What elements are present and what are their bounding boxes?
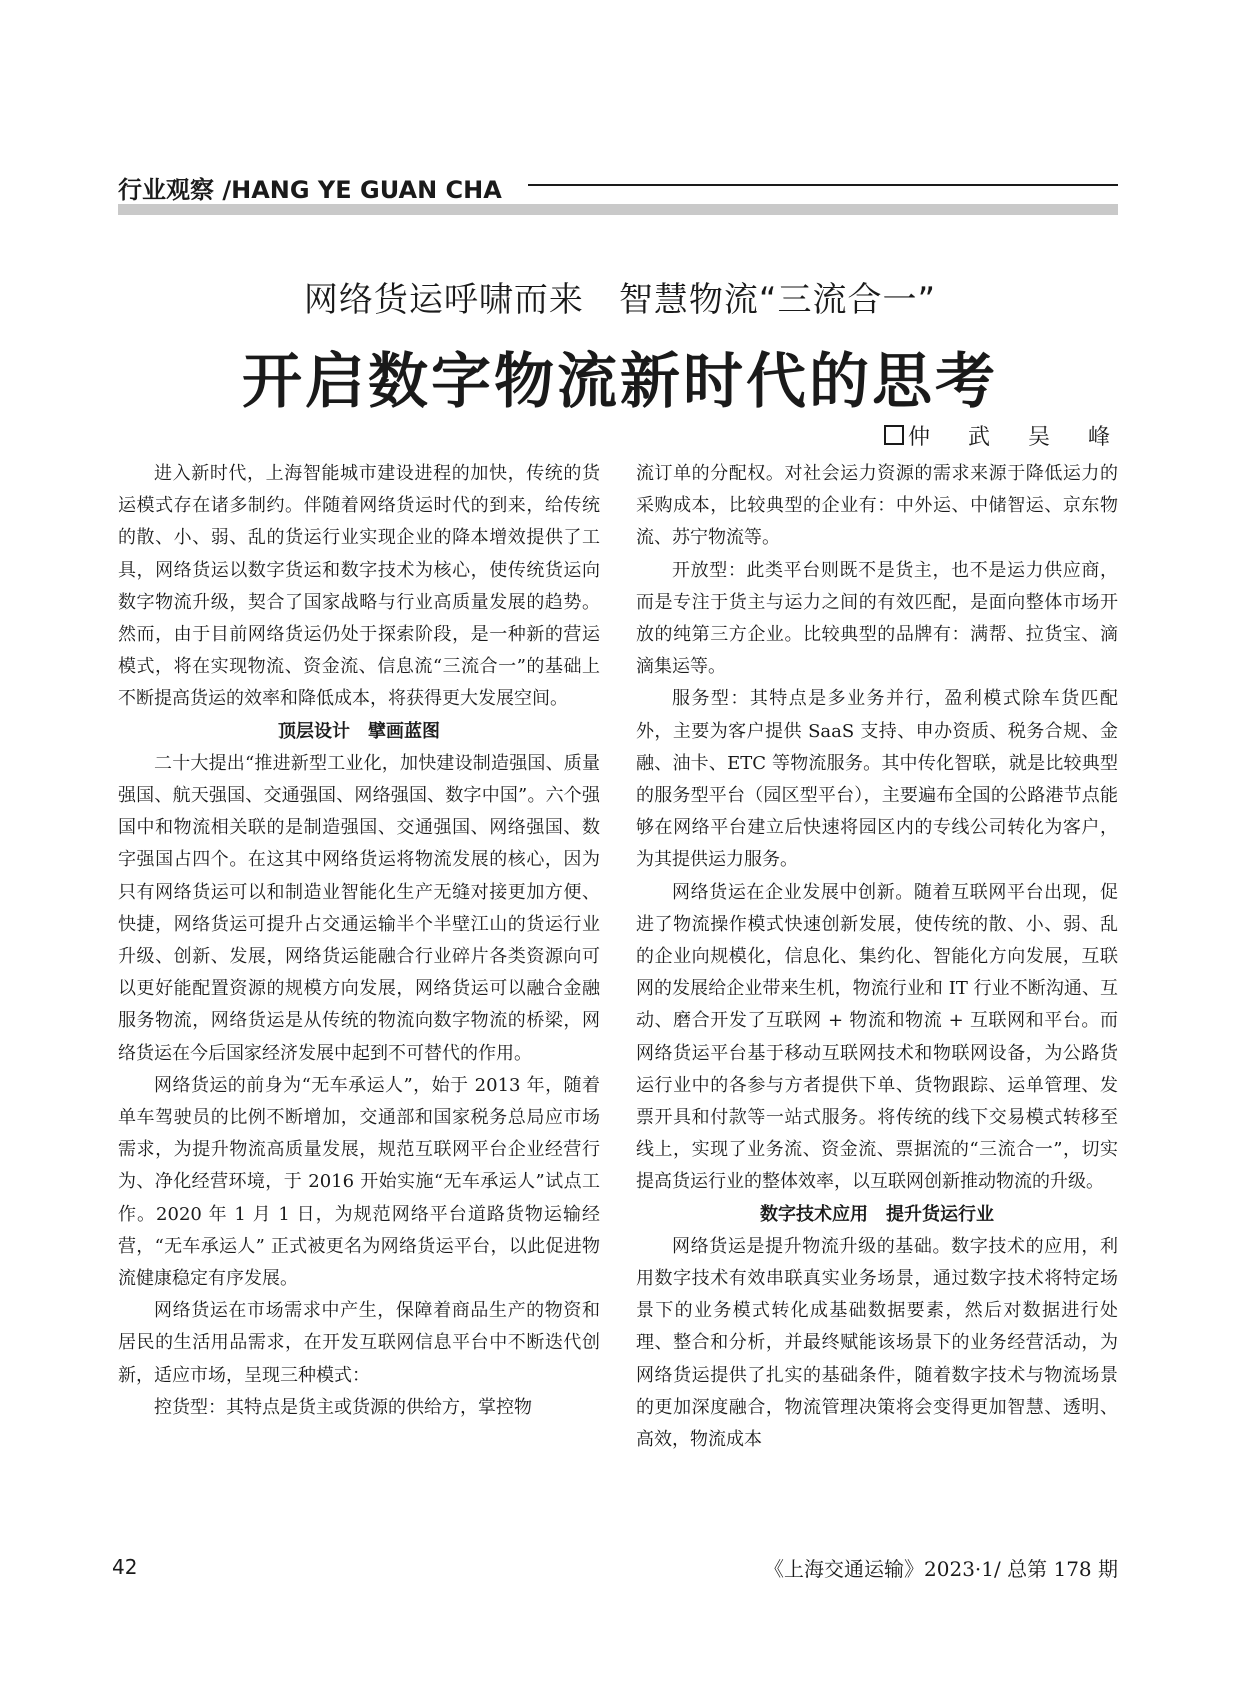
header-divider-line <box>528 184 1118 186</box>
author-names: 仲 武 吴 峰 <box>907 425 1118 450</box>
journal-citation: 《上海交通运输》2023·1/ 总第 178 期 <box>764 1557 1118 1581</box>
paragraph-continued: 流订单的分配权。对社会运力资源的需求来源于降低运力的采购成本，比较典型的企业有：中外运、中储智运、京东物流、苏宁物流等。 <box>636 463 1118 549</box>
page-number: 42 <box>112 1555 138 1579</box>
paragraph: 开放型：此类平台则既不是货主，也不是运力供应商，而是专注于货主与运力之间的有效匹配，是面向整体市场开放的纯第三方企业。比较典型的品牌有：满帮、拉货宝、滴滴集运等。 <box>636 559 1118 678</box>
paragraph: 进入新时代，上海智能城市建设进程的加快，传统的货运模式存在诸多制约。伴随着网络货运时代的到来，给传统的散、小、弱、乱的货运行业实现企业的降本增效提供了工具，网络货运以数字货运和数字技术为核心，使传统货运向数字物流升级，契合了国家战略与行业高质量发展的趋势。然而，由于目前网络货运仍处于探索阶段，是一种新的营运模式，将在实现物流、资金流、信息流“三流合一”的基础上不断提高货运的效率和降低成本，将获得更大发展空间。 <box>118 463 600 710</box>
paragraph: 网络货运在市场需求中产生，保障着商品生产的物资和居民的生活用品需求，在开发互联网信息平台中不断迭代创新，适应市场，呈现三种模式： <box>118 1300 600 1386</box>
paragraph: 网络货运的前身为“无车承运人”，始于 2013 年，随着单车驾驶员的比例不断增加，交通部和国家税务总局应市场需求，为提升物流高质量发展，规范互联网平台企业经营行为、净化经营环境，于 2016 开始实施“无车承运人”试点工作。2020 年 1 月 1 日，为规范网络平台道路货物运输经营，“无车承运人” 正式被更名为网络货运平台，以此促进物流健康稳定有序发展。 <box>118 1074 600 1290</box>
section-heading: 数字技术应用 提升货运行业 <box>760 1203 994 1225</box>
article-subtitle: 网络货运呼啸而来 智慧物流“三流合一” <box>303 280 937 320</box>
paragraph: 网络货运在企业发展中创新。随着互联网平台出现，促进了物流操作模式快速创新发展，使传统的散、小、弱、乱的企业向规模化，信息化、集约化、智能化方向发展，互联网的发展给企业带来生机，物流行业和 IT 行业不断沟通、互动、磨合开发了互联网 + 物流和物流 + 互联网和平台。而网络货运平台基于移动互联网技术和物联网设备，为公路货运行业中的各参与方者提供下单、货物跟踪、运单管理、发票开具和付款等一站式服务。将传统的线下交易模式转移至线上，实现了业务流、资金流、票据流的“三流合一”，切实提高货运行业的整体效率，以互联网创新推动物流的升级。 <box>636 881 1118 1193</box>
paragraph: 服务型：其特点是多业务并行，盈利模式除车货匹配外，主要为客户提供 SaaS 支持、申办资质、税务合规、金融、油卡、ETC 等物流服务。其中传化智联，就是比较典型的服务型平台（园区型平台），主要遍布全国的公路港节点能够在网络平台建立后快速将园区内的专线公司转化为客户，为其提供运力服务。 <box>636 688 1118 871</box>
paragraph: 二十大提出“推进新型工业化，加快建设制造强国、质量强国、航天强国、交通强国、网络强国、数字中国”。六个强国中和物流相关联的是制造强国、交通强国、网络强国、数字强国占四个。在这其中网络货运将物流发展的核心，因为只有网络货运可以和制造业智能化生产无缝对接更加方便、快捷，网络货运可提升占交通运输半个半壁江山的货运行业升级、创新、发展，网络货运能融合行业碎片各类资源向可以更好能配置资源的规模方向发展，网络货运可以融合金融服务物流，网络货运是从传统的物流向数字物流的桥梁，网络货运在今后国家经济发展中起到不可替代的作用。 <box>118 752 600 1064</box>
header-gray-rule <box>118 204 1118 215</box>
article-author <box>884 420 1118 451</box>
paragraph: 网络货运是提升物流升级的基础。数字技术的应用，利用数字技术有效串联真实业务场景，通过数字技术将特定场景下的业务模式转化成基础数据要素，然后对数据进行处理、整合和分析，并最终赋能该场景下的业务经营活动，为网络货运提供了扎实的基础条件，随着数字技术与物流场景的更加深度融合，物流管理决策将会变得更加智慧、透明、高效，物流成本 <box>636 1235 1118 1451</box>
left-column <box>118 458 600 1424</box>
article-title: 开启数字物流新时代的思考 <box>242 347 998 417</box>
section-heading: 顶层设计 擘画蓝图 <box>278 720 440 742</box>
section-header <box>118 168 1118 216</box>
paragraph: 控货型：其特点是货主或货源的供给方，掌控物 <box>154 1396 532 1418</box>
author-box-icon <box>884 425 904 445</box>
right-column <box>636 458 1118 1456</box>
section-label: 行业观察 /HANG YE GUAN CHA <box>118 176 502 204</box>
